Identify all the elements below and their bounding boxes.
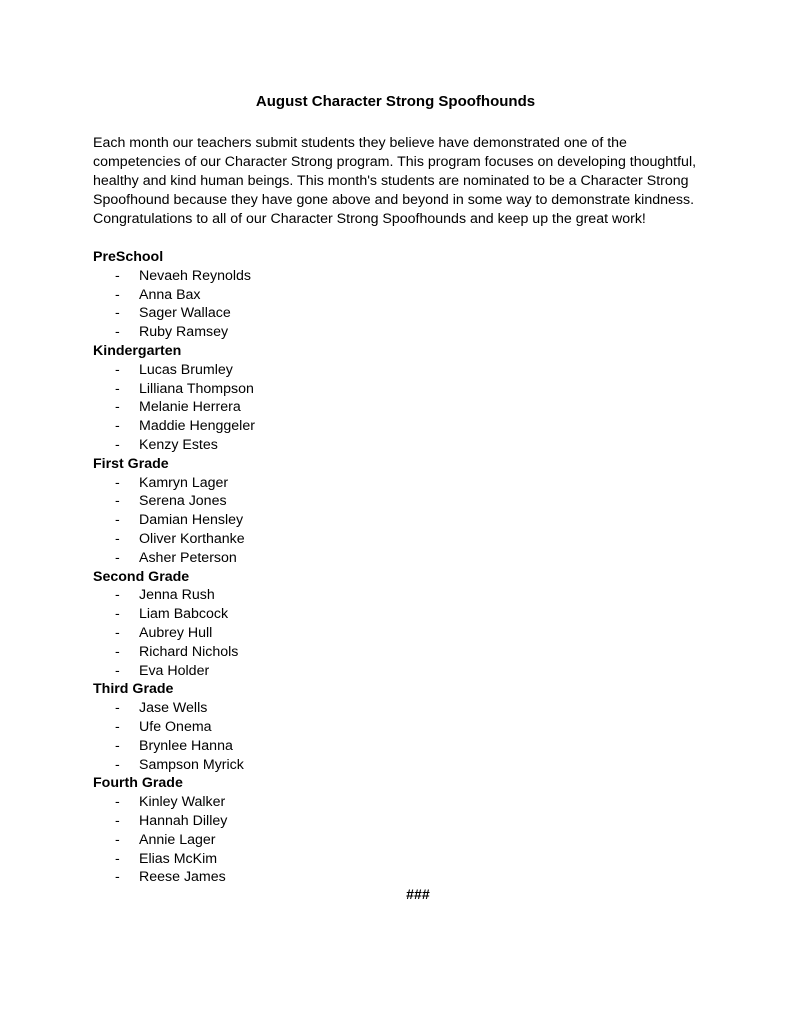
student-name: Ufe Onema [139,718,212,735]
list-item [93,323,693,342]
list-item [93,380,693,399]
bullet-dash: - [115,267,120,284]
list-item [93,699,693,718]
student-list [93,267,693,342]
bullet-dash: - [115,549,120,566]
student-name: Asher Peterson [139,549,237,566]
student-name: Ruby Ramsey [139,324,229,341]
student-name: Jase Wells [139,700,208,717]
student-name: Reese James [139,869,226,886]
bullet-dash: - [115,850,120,867]
list-item [93,831,693,850]
student-name: Annie Lager [139,831,216,848]
student-name: Kamryn Lager [139,474,229,491]
student-list [93,474,693,568]
student-name: Nevaeh Reynolds [139,267,251,284]
student-name: Anna Bax [139,286,201,303]
student-name: Hannah Dilley [139,812,228,829]
list-item [93,530,693,549]
intro-line: healthy and kind human beings. This month's students are nominated to be a Character Strong [93,173,689,189]
list-item [93,718,693,737]
bullet-dash: - [115,324,120,341]
bullet-dash: - [115,624,120,641]
student-name: Sampson Myrick [139,756,244,773]
bullet-dash: - [115,700,120,717]
student-list [93,586,693,680]
grade-heading: Third Grade [93,681,174,698]
student-name: Sager Wallace [139,305,231,322]
list-item [93,868,693,887]
list-item [93,662,693,681]
bullet-dash: - [115,643,120,660]
bullet-dash: - [115,812,120,829]
list-item [93,793,693,812]
student-name: Lilliana Thompson [139,380,254,397]
bullet-dash: - [115,587,120,604]
bullet-dash: - [115,530,120,547]
bullet-dash: - [115,286,120,303]
student-name: Oliver Korthanke [139,530,245,547]
bullet-dash: - [115,662,120,679]
grade-sections [93,248,693,887]
grade-section [93,568,693,681]
list-item [93,605,693,624]
grade-section [93,248,693,342]
list-item [93,756,693,775]
intro-line: Each month our teachers submit students they believe have demonstrated one of the [93,135,627,151]
bullet-dash: - [115,794,120,811]
bullet-dash: - [115,399,120,416]
student-name: Melanie Herrera [139,399,241,416]
bullet-dash: - [115,718,120,735]
student-name: Jenna Rush [139,587,215,604]
grade-section [93,680,693,774]
bullet-dash: - [115,418,120,435]
list-item [93,417,693,436]
student-name: Eva Holder [139,662,210,679]
list-item [93,549,693,568]
intro-line: Congratulations to all of our Character Strong Spoofhounds and keep up the great work! [93,211,646,227]
student-name: Elias McKim [139,850,218,867]
intro-line: competencies of our Character Strong program. This program focuses on developing thoughtful, [93,154,697,170]
grade-section [93,342,693,455]
bullet-dash: - [115,606,120,623]
closing-mark: ### [406,887,430,903]
bullet-dash: - [115,305,120,322]
bullet-dash: - [115,831,120,848]
list-item [93,267,693,286]
list-item [93,398,693,417]
student-list [93,361,693,455]
student-name: Damian Hensley [139,512,244,529]
grade-section [93,455,693,568]
student-name: Maddie Henggeler [139,418,255,435]
list-item [93,492,693,511]
grade-heading: Kindergarten [93,342,182,359]
grade-heading: First Grade [93,455,169,472]
list-item [93,586,693,605]
bullet-dash: - [115,361,120,378]
list-item [93,361,693,380]
student-name: Richard Nichols [139,643,239,660]
list-item [93,624,693,643]
student-list [93,699,693,774]
bullet-dash: - [115,756,120,773]
list-item [93,812,693,831]
student-name: Aubrey Hull [139,624,213,641]
list-item [93,643,693,662]
bullet-dash: - [115,474,120,491]
document-title: August Character Strong Spoofhounds [255,93,536,110]
student-name: Lucas Brumley [139,361,233,378]
intro-paragraph [93,134,713,229]
list-item [93,286,693,305]
grade-heading: Second Grade [93,568,190,585]
grade-section [93,774,693,887]
student-name: Brynlee Hanna [139,737,233,754]
list-item [93,304,693,323]
student-name: Liam Babcock [139,606,229,623]
student-list [93,793,693,887]
list-item [93,436,693,455]
list-item [93,474,693,493]
grade-heading: PreSchool [93,249,164,265]
intro-line: Spoofhound because they have gone above and beyond in some way to demonstrate kindness. [93,192,695,208]
student-name: Kinley Walker [139,794,226,811]
list-item [93,737,693,756]
list-item [93,850,693,869]
bullet-dash: - [115,512,120,529]
bullet-dash: - [115,380,120,397]
grade-heading: Fourth Grade [93,775,183,792]
student-name: Serena Jones [139,493,227,510]
bullet-dash: - [115,869,120,886]
bullet-dash: - [115,436,120,453]
bullet-dash: - [115,737,120,754]
bullet-dash: - [115,493,120,510]
list-item [93,511,693,530]
student-name: Kenzy Estes [139,436,218,453]
